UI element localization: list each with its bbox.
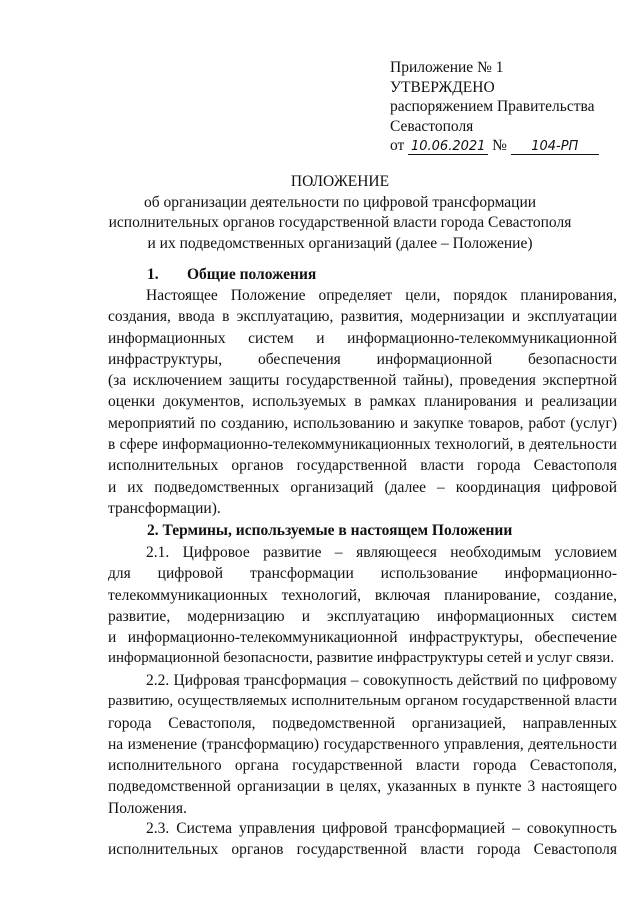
section-2-heading: 2. Термины, используемые в настоящем Положении bbox=[147, 522, 513, 539]
date-prefix: от bbox=[390, 137, 405, 154]
approved-by-city: Севастополя bbox=[390, 117, 474, 135]
approval-block bbox=[390, 58, 630, 156]
paragraph-line: на изменение (трансформацию) государственного управления, деятельности bbox=[108, 735, 617, 753]
paragraph-line: информационных систем и информационно-телекоммуникационной bbox=[108, 329, 617, 347]
title-word: ПОЛОЖЕНИЕ bbox=[290, 173, 390, 190]
paragraph-line: телекоммуникационных технологий, включая планирование, создание, bbox=[108, 586, 617, 604]
paragraph-line: информационной безопасности, развитие инфраструктуры сетей и услуг связи. bbox=[108, 650, 615, 667]
title-line: исполнительных органов государственной власти города Севастополя bbox=[108, 214, 572, 231]
paragraph-line: исполнительных органов государственной власти города Севастополя bbox=[108, 457, 617, 475]
paragraph-line: развитию, осуществляемых исполнительным органом государственной власти bbox=[108, 693, 617, 710]
paragraph-line: исполнительного органа государственной власти города Севастополя, bbox=[108, 757, 617, 775]
appendix-label: Приложение № 1 bbox=[390, 59, 504, 76]
paragraph-line: Положения. bbox=[108, 799, 187, 817]
paragraph-line: города Севастополя, подведомственной организацией, направленных bbox=[108, 714, 617, 732]
approved-label: УТВЕРЖДЕНО bbox=[390, 78, 495, 96]
section-1-number: 1. bbox=[147, 266, 159, 283]
paragraph-line: трансформации). bbox=[108, 499, 221, 517]
paragraph-line: 2.3. Система управления цифровой трансформацией – совокупность bbox=[146, 820, 617, 837]
paragraph-line: подведомственной организации в целях, указанных в пункте 3 настоящего bbox=[108, 778, 617, 796]
handwritten-number: 104-РП bbox=[511, 139, 599, 155]
paragraph-line: 2.2. Цифровая трансформация – совокупность действий по цифровому bbox=[146, 672, 617, 689]
paragraph-line: оценки документов, используемых в рамках планирования и реализации bbox=[108, 393, 617, 411]
paragraph-line: 2.1. Цифровое развитие – являющееся необходимым условием bbox=[146, 544, 617, 561]
paragraph-line: мероприятий по созданию, использованию и закупке товаров, работ (услуг) bbox=[108, 414, 617, 432]
document-title bbox=[80, 172, 600, 254]
clause-2-2 bbox=[108, 670, 617, 819]
paragraph-line: Настоящее Положение определяет цели, порядок планирования, bbox=[146, 287, 617, 304]
approved-by-line: распоряжением Правительства bbox=[390, 98, 595, 115]
paragraph-line: инфраструктуры, обеспечения информационной безопасности bbox=[108, 350, 617, 368]
date-number-line bbox=[390, 136, 630, 156]
clause-2-1 bbox=[108, 542, 617, 670]
paragraph-line: (за исключением защиты государственной тайны), проведения экспертной bbox=[108, 372, 617, 390]
paragraph-line: и информационно-телекоммуникационной инфраструктуры, обеспечение bbox=[108, 629, 617, 647]
paragraph-line: в сфере информационно-телекоммуникационных технологий, в деятельности bbox=[108, 436, 617, 454]
section-1-paragraph bbox=[108, 285, 617, 519]
title-line: и их подведомственных организаций (далее – Положение) bbox=[147, 234, 533, 252]
number-prefix: № bbox=[492, 137, 507, 154]
title-line: об организации деятельности по цифровой трансформации bbox=[143, 193, 537, 211]
paragraph-line: развитие, модернизацию и эксплуатацию информационных систем bbox=[108, 607, 617, 625]
handwritten-date: 10.06.2021 bbox=[408, 139, 488, 155]
paragraph-line: и их подведомственных организаций (далее – координация цифровой bbox=[108, 478, 617, 496]
paragraph-line: исполнительных органов государственной власти города Севастополя bbox=[108, 841, 617, 859]
section-1-heading: Общие положения bbox=[187, 266, 317, 283]
clause-2-3 bbox=[108, 818, 617, 861]
paragraph-line: создания, ввода в эксплуатацию, развития, модернизации и эксплуатации bbox=[108, 308, 617, 326]
paragraph-line: для цифровой трансформации использование информационно- bbox=[108, 565, 617, 583]
